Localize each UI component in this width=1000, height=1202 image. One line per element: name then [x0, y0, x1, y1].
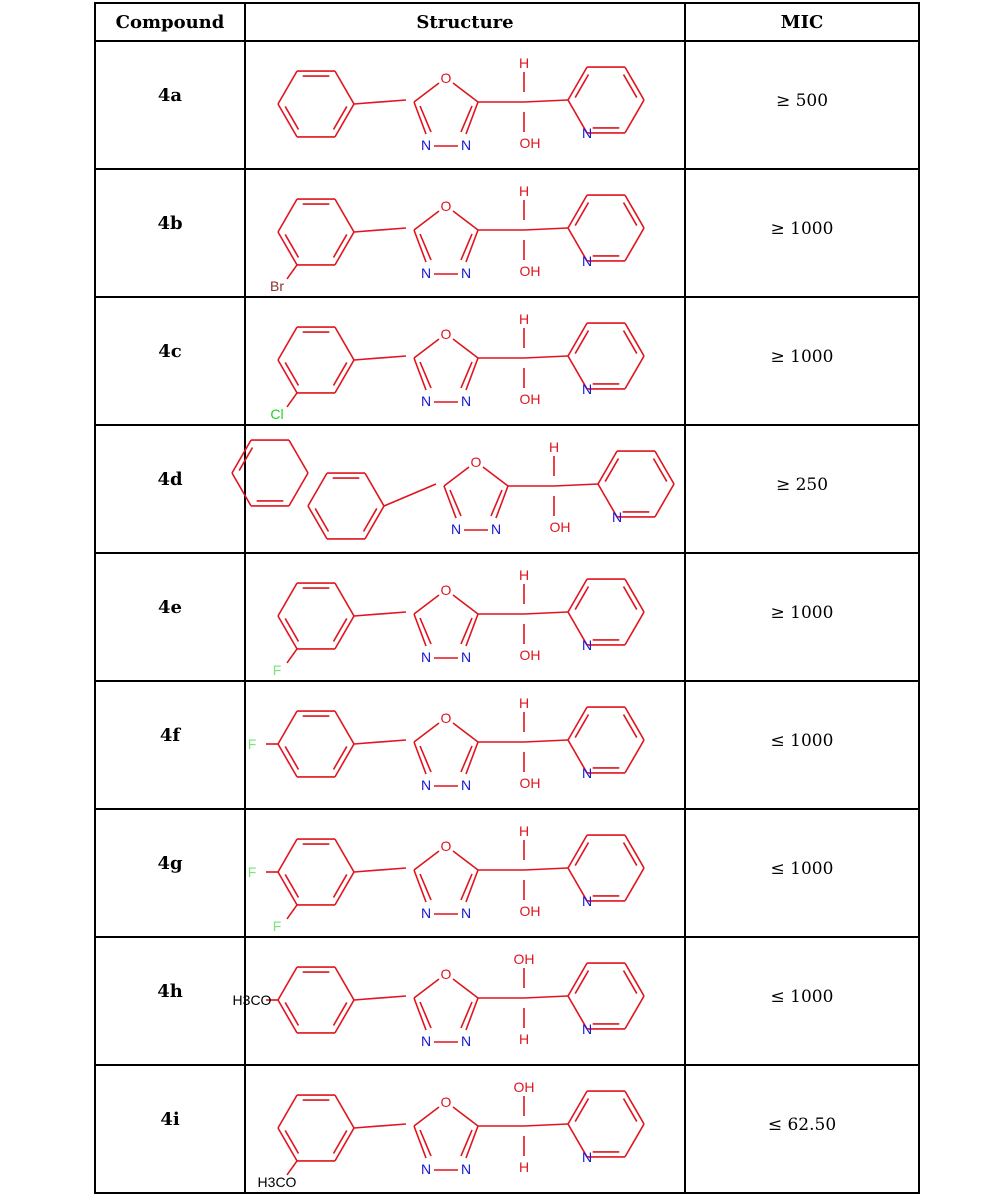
nitrogen-atom: N: [420, 777, 432, 793]
compound-cell: [95, 1065, 245, 1193]
hydroxyl-label: OH: [549, 519, 571, 535]
compound-cell: [95, 681, 245, 809]
oxygen-atom: O: [440, 838, 452, 854]
mic-value: ≥ 1000: [770, 603, 834, 623]
compound-id: 4h: [157, 980, 183, 1002]
substituent-label: F: [272, 917, 282, 934]
molecule-4e: [273, 567, 644, 678]
table-body: [95, 41, 919, 1193]
nitrogen-atom: N: [611, 508, 623, 525]
hydrogen-label: H: [518, 567, 530, 583]
nitrogen-atom: N: [460, 1161, 472, 1177]
molecule-4g: [248, 823, 644, 934]
hydroxyl-label: OH: [519, 135, 541, 151]
structure-cell: [245, 297, 685, 425]
structure-drawing: [246, 426, 684, 552]
mic-value: ≤ 1000: [770, 731, 834, 751]
structure-cell: [245, 681, 685, 809]
nitrogen-atom: N: [581, 380, 593, 397]
table-row: [95, 169, 919, 297]
molecule-4i: [258, 1079, 644, 1190]
hydroxyl-label: OH: [519, 647, 541, 663]
nitrogen-atom: N: [460, 137, 472, 153]
table-row: [95, 1065, 919, 1193]
molecule-4c: [270, 311, 644, 422]
mic-value: ≥ 1000: [770, 347, 834, 367]
nitrogen-atom: N: [420, 265, 432, 281]
hydroxyl-label: OH: [513, 951, 535, 967]
substituent-label: F: [247, 864, 257, 880]
table-row: [95, 937, 919, 1065]
nitrogen-atom: N: [581, 1148, 593, 1165]
mic-cell: [685, 41, 919, 169]
hydroxyl-label: OH: [519, 391, 541, 407]
table-row: [95, 553, 919, 681]
substituent-label: F: [272, 661, 282, 678]
compound-id: 4c: [158, 340, 182, 362]
structure-drawing: [246, 170, 684, 296]
mic-value: ≤ 1000: [770, 987, 834, 1007]
nitrogen-atom: N: [460, 649, 472, 665]
hydrogen-label: H: [518, 55, 530, 71]
oxygen-atom: O: [440, 582, 452, 598]
substituent-label: F: [247, 736, 257, 752]
compound-id: 4g: [157, 852, 183, 874]
molecule-4d: [232, 439, 674, 539]
oxygen-atom: O: [440, 710, 452, 726]
mic-cell: [685, 169, 919, 297]
nitrogen-atom: N: [581, 252, 593, 269]
nitrogen-atom: N: [460, 1033, 472, 1049]
compound-cell: [95, 169, 245, 297]
hydroxyl-label: OH: [519, 903, 541, 919]
nitrogen-atom: N: [460, 265, 472, 281]
nitrogen-atom: N: [420, 905, 432, 921]
oxygen-atom: O: [440, 198, 452, 214]
structure-cell: [245, 809, 685, 937]
mic-value: ≥ 250: [775, 475, 829, 495]
table-row: [95, 425, 919, 553]
hydrogen-label: H: [518, 183, 530, 199]
hydrogen-label: H: [518, 823, 530, 839]
hydroxyl-label: OH: [519, 775, 541, 791]
table-row: [95, 809, 919, 937]
nitrogen-atom: N: [581, 892, 593, 909]
mic-value: ≥ 1000: [770, 219, 834, 239]
nitrogen-atom: N: [581, 636, 593, 653]
nitrogen-atom: N: [420, 1161, 432, 1177]
structure-cell: [245, 1065, 685, 1193]
structure-drawing: [246, 554, 684, 680]
compound-cell: [95, 425, 245, 553]
nitrogen-atom: N: [490, 521, 502, 537]
structure-cell: [245, 553, 685, 681]
structure-drawing: [246, 42, 684, 168]
oxygen-atom: O: [440, 966, 452, 982]
molecule-4b: [270, 183, 644, 294]
nitrogen-atom: N: [460, 393, 472, 409]
header-compound: Compound: [95, 3, 245, 41]
structure-cell: [245, 169, 685, 297]
table-row: [95, 41, 919, 169]
compound-cell: [95, 41, 245, 169]
compound-id: 4e: [158, 596, 182, 618]
mic-table: [94, 2, 920, 1194]
mic-value: ≤ 1000: [770, 859, 834, 879]
table-row: [95, 297, 919, 425]
structure-drawing: [246, 682, 684, 808]
hydrogen-label: H: [518, 1159, 530, 1175]
nitrogen-atom: N: [460, 777, 472, 793]
hydrogen-label: H: [548, 439, 560, 455]
structure-drawing: [246, 810, 684, 936]
hydrogen-label: H: [518, 1031, 530, 1047]
structure-cell: [245, 425, 685, 553]
structure-cell: [245, 41, 685, 169]
nitrogen-atom: N: [420, 137, 432, 153]
header-row: [95, 3, 919, 41]
compound-cell: [95, 553, 245, 681]
nitrogen-atom: N: [450, 521, 462, 537]
compound-id: 4d: [157, 468, 183, 490]
substituent-label: H3CO: [232, 992, 272, 1008]
mic-value: ≤ 62.50: [767, 1115, 837, 1135]
table-row: [95, 681, 919, 809]
substituent-label: Br: [270, 277, 284, 294]
oxygen-atom: O: [440, 70, 452, 86]
nitrogen-atom: N: [420, 649, 432, 665]
compound-cell: [95, 937, 245, 1065]
nitrogen-atom: N: [420, 1033, 432, 1049]
substituent-label: Cl: [270, 405, 284, 422]
mic-cell: [685, 425, 919, 553]
hydrogen-label: H: [518, 695, 530, 711]
compound-id: 4f: [159, 724, 181, 746]
mic-cell: [685, 553, 919, 681]
structure-drawing: [232, 938, 684, 1064]
mic-cell: [685, 681, 919, 809]
hydrogen-label: H: [518, 311, 530, 327]
mic-cell: [685, 937, 919, 1065]
oxygen-atom: O: [440, 326, 452, 342]
hydroxyl-label: OH: [513, 1079, 535, 1095]
structure-drawing: [246, 298, 684, 424]
hydroxyl-label: OH: [519, 263, 541, 279]
nitrogen-atom: N: [581, 1020, 593, 1037]
mic-cell: [685, 809, 919, 937]
molecule-4f: [248, 695, 644, 793]
molecule-4h: [233, 951, 644, 1049]
header-mic: MIC: [685, 3, 919, 41]
mic-value: ≥ 500: [775, 91, 829, 111]
compound-id: 4i: [160, 1108, 180, 1130]
structure-drawing: [246, 1066, 684, 1192]
compound-cell: [95, 297, 245, 425]
compound-id: 4a: [157, 84, 183, 106]
nitrogen-atom: N: [581, 764, 593, 781]
nitrogen-atom: N: [581, 124, 593, 141]
molecule-4a: [278, 55, 644, 153]
substituent-label: H3CO: [257, 1173, 297, 1190]
compound-id: 4b: [157, 212, 183, 234]
oxygen-atom: O: [440, 1094, 452, 1110]
mic-cell: [685, 1065, 919, 1193]
structure-cell: [232, 937, 685, 1065]
nitrogen-atom: N: [460, 905, 472, 921]
compound-cell: [95, 809, 245, 937]
nitrogen-atom: N: [420, 393, 432, 409]
oxygen-atom: O: [470, 454, 482, 470]
mic-cell: [685, 297, 919, 425]
header-structure: Structure: [245, 3, 685, 41]
